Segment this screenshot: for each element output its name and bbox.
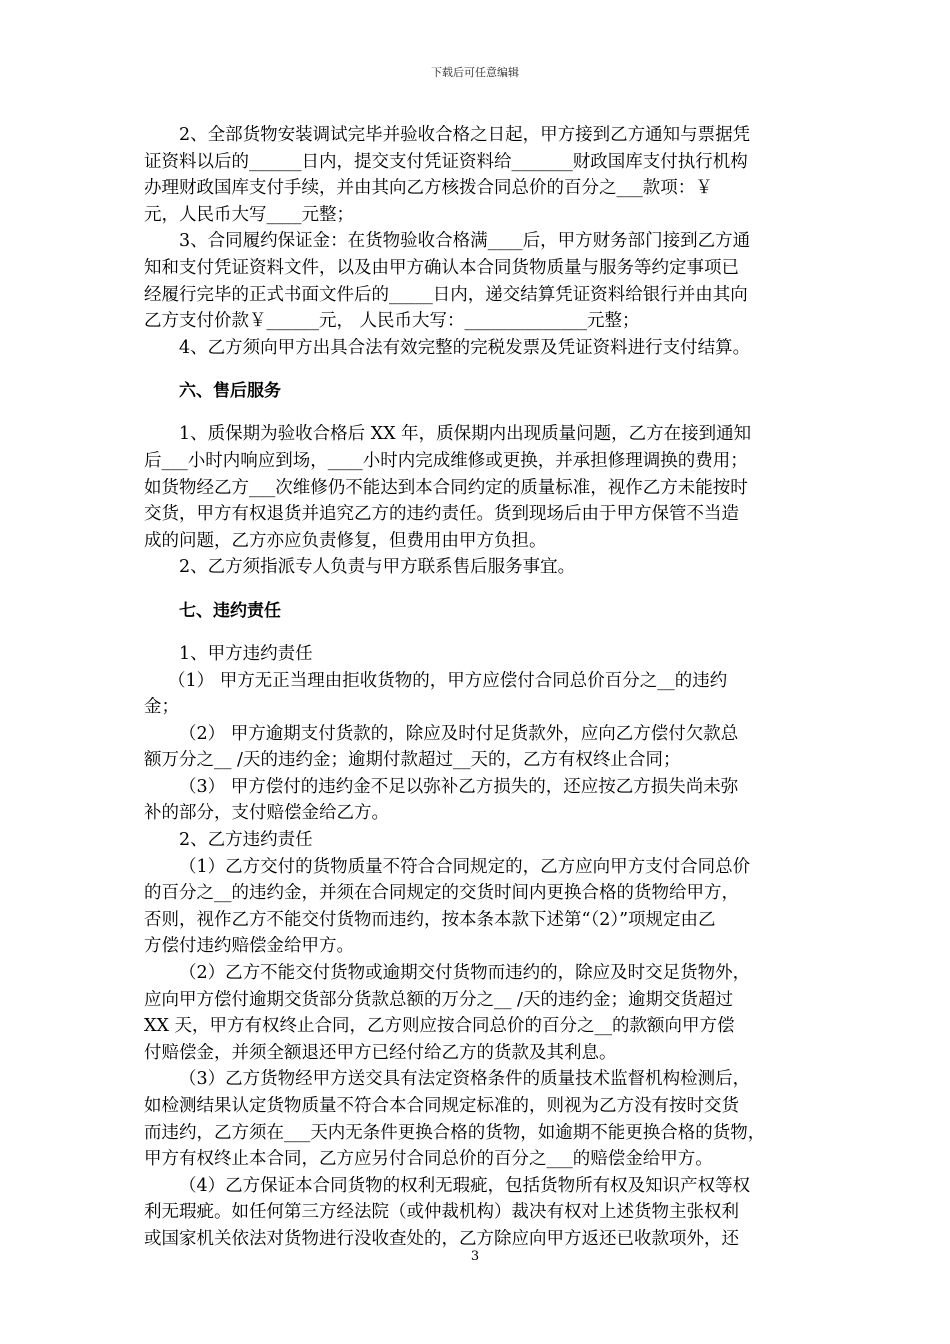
- text-line: 知和支付凭证资料文件，以及由甲方确认本合同货物质量与服务等约定事项已: [144, 257, 739, 278]
- text-line: 经履行完毕的正式书面文件后的_____日内，递交结算凭证资料给银行并由其向: [144, 284, 748, 305]
- text-line: （1） 甲方无正当理由拒收货物的，甲方应偿付合同总价百分之__的违约: [168, 670, 728, 691]
- text-line: （3）乙方货物经甲方送交具有法定资格条件的质量技术监督机构检测后，: [179, 1069, 751, 1090]
- text-line: （3） 甲方偿付的违约金不足以弥补乙方损失的，还应按乙方损失尚未弥: [179, 776, 739, 797]
- section-heading: 六、售后服务: [179, 381, 281, 402]
- text-line: 2、乙方违约责任: [179, 830, 313, 851]
- text-line: 额万分之__ /天的违约金；逾期付款超过__天的，乙方有权终止合同；: [144, 750, 681, 771]
- text-line: 元，人民币大写____元整；: [144, 204, 354, 225]
- text-line: 办理财政国库支付手续，并由其向乙方核拨合同总价的百分之___款项：￥: [144, 178, 713, 199]
- text-line: 1、甲方违约责任: [179, 643, 313, 664]
- text-line: 交货，甲方有权退货并追究乙方的违约责任。货到现场后由于甲方保管不当造: [144, 504, 739, 525]
- text-line: 3、合同履约保证金：在货物验收合格满____后，甲方财务部门接到乙方通: [179, 231, 751, 252]
- text-line: 而违约，乙方须在___天内无条件更换合格的货物，如逾期不能更换合格的货物，: [144, 1122, 766, 1143]
- text-line: 证资料以后的______日内，提交支付凭证资料给_______财政国库支付执行机构: [144, 151, 748, 172]
- text-line: 2、全部货物安装调试完毕并验收合格之日起，甲方接到乙方通知与票据凭: [179, 125, 751, 145]
- text-line: XX 天，甲方有权终止合同，乙方则应按合同总价的百分之__的款额向甲方偿: [144, 1016, 735, 1037]
- text-line: 或国家机关依法对货物进行没收查处的，乙方除应向甲方返还已收款项外，还: [144, 1228, 739, 1249]
- text-line: 4、乙方须向甲方出具合法有效完整的完税发票及凭证资料进行支付结算。: [179, 337, 751, 358]
- text-line: （1）乙方交付的货物质量不符合合同规定的，乙方应向甲方支付合同总价: [179, 856, 751, 877]
- text-line: 金；: [144, 697, 179, 718]
- text-line: 如检测结果认定货物质量不符合本合同规定标准的，则视为乙方没有按时交货: [144, 1096, 739, 1116]
- text-line: 2、乙方须指派专人负责与甲方联系售后服务事宜。: [179, 557, 576, 578]
- text-line: 甲方有权终止本合同，乙方应另付合同总价的百分之___的赔偿金给甲方。: [144, 1149, 713, 1170]
- text-line: 应向甲方偿付逾期交货部分货款总额的万分之__ /天的违约金；逾期交货超过: [144, 989, 733, 1010]
- text-line: 后___小时内响应到场，____小时内完成维修或更换，并承担修理调换的费用；: [144, 450, 748, 471]
- text-line: 如货物经乙方___次维修仍不能达到本合同约定的质量标准，视作乙方未能按时: [144, 477, 748, 498]
- document-body: [144, 122, 808, 1253]
- text-line: 付赔偿金，并须全额退还甲方已经付给乙方的货款及其利息。: [144, 1042, 617, 1063]
- text-line: 乙方支付价款￥______元， 人民币大写：______________元整；: [144, 311, 640, 332]
- text-line: （2） 甲方逾期支付货款的，除应及时付足货款外，应向乙方偿付欠款总: [179, 723, 739, 744]
- text-line: 方偿付违约赔偿金给甲方。: [144, 936, 354, 957]
- text-line: 利无瑕疵。如任何第三方经法院（或仲裁机构）裁决有权对上述货物主张权利: [144, 1202, 739, 1223]
- text-line: 成的问题，乙方亦应负责修复，但费用由甲方负担。: [144, 530, 547, 551]
- text-line: （4）乙方保证本合同货物的权利无瑕疵，包括货物所有权及知识产权等权: [179, 1175, 751, 1196]
- text-line: 1、质保期为验收合格后 XX 年，质保期内出现质量问题，乙方在接到通知: [179, 424, 752, 445]
- text-line: （2）乙方不能交付货物或逾期交付货物而违约的，除应及时交足货物外，: [179, 963, 751, 984]
- section-heading: 七、违约责任: [179, 600, 281, 621]
- text-line: 否则，视作乙方不能交付货物而违约，按本条本款下述第“（2）”项规定由乙: [144, 909, 716, 930]
- page-header: 下载后可任意编辑: [431, 66, 519, 79]
- text-line: 补的部分，支付赔偿金给乙方。: [144, 803, 389, 824]
- text-line: 的百分之__的违约金，并须在合同规定的交货时间内更换合格的货物给甲方，: [144, 883, 739, 904]
- page-number: 3: [470, 1249, 480, 1264]
